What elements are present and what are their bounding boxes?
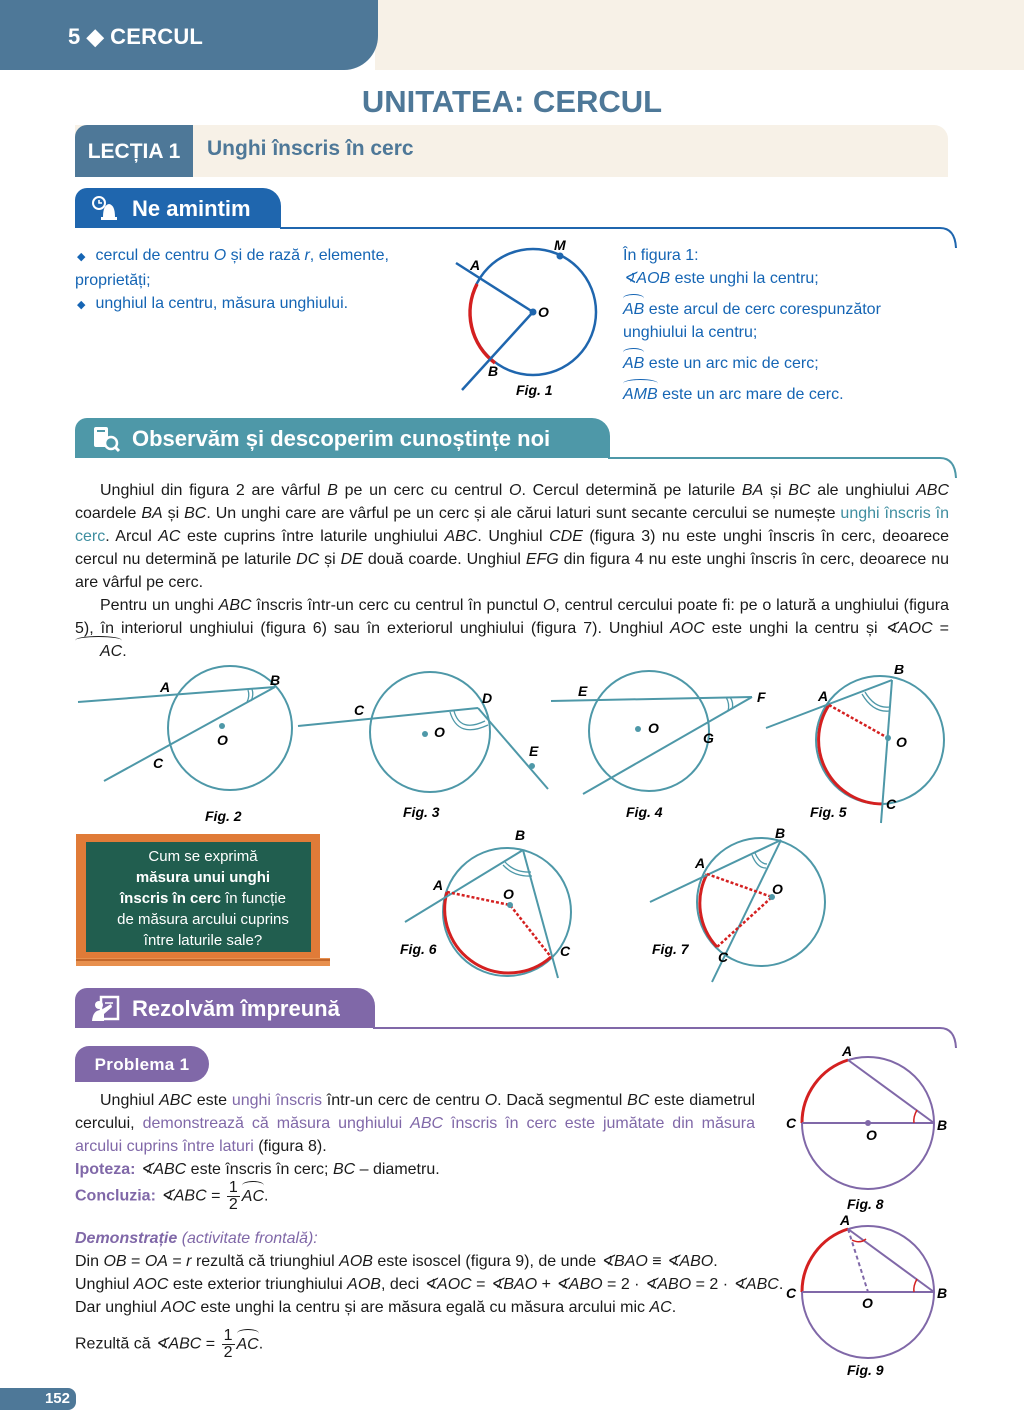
- text-run: .: [713, 1253, 718, 1270]
- text-run: și: [319, 551, 341, 568]
- point-label: C: [153, 755, 164, 771]
- point-label: F: [757, 689, 766, 705]
- text-run: demonstrează că măsura unghiului: [142, 1115, 411, 1132]
- text-run: AOC: [161, 1299, 196, 1316]
- text-run: este unghi la centru și are măsura egală cu măsura arcului mic: [195, 1299, 650, 1316]
- point-label: O: [866, 1127, 877, 1143]
- point-label: G: [703, 730, 714, 746]
- page-number: 152: [0, 1388, 76, 1410]
- text-run: AOB: [339, 1253, 373, 1270]
- text-run: din figura 4 nu este unghi înscris în cerc, deoarece nu are vârful pe cerc.: [75, 551, 950, 591]
- point-label: O: [434, 724, 445, 740]
- text-run: este isoscel (figura 9), de unde: [372, 1253, 601, 1270]
- text-run: BC: [184, 505, 207, 522]
- text-run: unghi înscris: [231, 1092, 322, 1109]
- text-run: AC: [649, 1299, 672, 1316]
- note-line: AMB este un arc mare de cerc.: [623, 383, 943, 406]
- text-run: . Dacă segmentul: [497, 1092, 628, 1109]
- text-run: este: [191, 1092, 232, 1109]
- text-run: este exterior triunghiului: [168, 1276, 348, 1293]
- text-run: OB: [103, 1253, 127, 1270]
- text-run: ∢ABC: [732, 1276, 779, 1293]
- point-label: M: [554, 237, 566, 253]
- unit-title: UNITATEA: CERCUL: [361, 84, 663, 119]
- text-run: BC: [788, 482, 811, 499]
- text-run: . Arcul: [105, 528, 159, 545]
- text-run: = 2 ·: [602, 1276, 644, 1293]
- text-run: rezultă că triunghiul: [191, 1253, 340, 1270]
- text-run: O: [509, 482, 522, 499]
- point-label: B: [488, 363, 499, 379]
- text-run: =: [932, 620, 950, 637]
- text-run: r: [186, 1253, 192, 1270]
- header-background: [375, 0, 1024, 70]
- point-label: C: [786, 1285, 797, 1301]
- figure-6: [400, 827, 571, 978]
- point-label: O: [896, 734, 907, 750]
- point-label: O: [503, 886, 514, 902]
- point-label: A: [842, 1043, 853, 1059]
- text-run: două coarde. Unghiul: [362, 551, 526, 568]
- text-run: ABC: [410, 1115, 444, 1132]
- lesson-bar: [75, 125, 948, 177]
- recall-heading: Ne amintim: [132, 196, 251, 221]
- point-label: O: [648, 720, 659, 736]
- text-run: .: [778, 1276, 784, 1293]
- teacher-board-icon: [91, 995, 121, 1023]
- point-label: A: [818, 688, 829, 704]
- text-run: AC: [158, 528, 181, 545]
- text-run: ABC: [218, 597, 252, 614]
- problem-tag: Problema 1: [75, 1046, 209, 1082]
- text-run: , centrul cercului poate fi: pe o latură a unghiului (figura 5), în interiorul unghiului (figura 6) sau în exteriorul unghiului (figura 7). Unghiul: [75, 597, 949, 637]
- text-run: ale unghiului: [810, 482, 917, 499]
- recall-notes: [623, 244, 943, 406]
- figure-9: [786, 1212, 947, 1378]
- text-run: (figura 3) nu este unghi înscris în cerc, deoarece cercul nu determină pe laturile: [75, 528, 950, 568]
- text-run: Unghiul din figura 2 are vârful: [100, 482, 328, 499]
- text-run: OA: [144, 1253, 168, 1270]
- book-search-icon: [91, 425, 121, 453]
- text-run: .: [671, 1299, 677, 1316]
- chalkboard-question: Cum se exprimă măsura unui unghi înscris în cerc în funcție de măsura arcului cuprins între laturile sale?: [117, 848, 289, 949]
- point-label: A: [160, 679, 171, 695]
- hypothesis: Ipoteza: ∢ABC este înscris în cerc; BC – diametru.: [75, 1161, 440, 1178]
- demonstration-line: [75, 1250, 785, 1273]
- text-run: este diametrul cercului,: [75, 1092, 756, 1132]
- figure-3: [298, 672, 548, 820]
- text-run: =: [126, 1253, 145, 1270]
- observe-heading: Observăm și descoperim cunoștințe noi: [132, 426, 551, 451]
- text-run: (figura 8).: [253, 1138, 327, 1155]
- point-label: C: [786, 1115, 797, 1131]
- text-run: O: [542, 597, 556, 614]
- point-label: B: [937, 1117, 948, 1133]
- point-label: E: [578, 683, 588, 699]
- lesson-title: Unghi înscris în cerc: [207, 137, 414, 160]
- figure-7: [650, 825, 825, 982]
- figure-8: [786, 1043, 947, 1212]
- figures-row-2: [395, 822, 845, 984]
- figure-caption: Fig. 8: [847, 1196, 884, 1212]
- lesson-tag: LECȚIA 1: [75, 125, 193, 177]
- bell-clock-icon: [91, 195, 119, 223]
- text-run: BC: [627, 1092, 650, 1109]
- figure-caption: Fig. 7: [652, 941, 689, 957]
- text-run: ∢ABO: [643, 1276, 692, 1293]
- note-line: AB este arcul de cerc corespunzător: [623, 298, 943, 321]
- text-run: .: [122, 643, 127, 660]
- text-run: BA: [141, 505, 163, 522]
- text-run: O: [484, 1092, 498, 1109]
- demonstration-body: [75, 1250, 785, 1319]
- text-run: ABC: [159, 1092, 192, 1109]
- text-run: +: [537, 1276, 556, 1293]
- figure-caption: Fig. 1: [516, 382, 553, 398]
- conclusion: Concluzia: ∢ABC = $\frac{1}{2}$ AC.: [75, 1179, 269, 1213]
- figure-caption: Fig. 6: [400, 941, 437, 957]
- text-run: Unghiul: [75, 1276, 134, 1293]
- point-label: B: [775, 825, 786, 841]
- text-run: pe un cerc cu centrul: [337, 482, 509, 499]
- point-label: A: [840, 1212, 851, 1228]
- point-label: B: [894, 665, 905, 677]
- note-line: ∢AOB este unghi la centru;: [623, 270, 819, 287]
- text-run: înscris în cerc este jumătate din măsura arcului cuprins între laturi: [75, 1115, 755, 1155]
- figure-caption: Fig. 5: [810, 804, 847, 820]
- text-run: Din: [75, 1253, 104, 1270]
- figure-caption: Fig. 4: [626, 804, 663, 820]
- text-run: DE: [340, 551, 363, 568]
- point-label: A: [433, 877, 444, 893]
- point-label: O: [217, 732, 228, 748]
- text-run: și: [162, 505, 185, 522]
- text-run: ABC: [916, 482, 950, 499]
- recall-section-tab: [75, 188, 281, 228]
- text-run: într-un cerc de centru: [321, 1092, 485, 1109]
- point-label: C: [354, 702, 365, 718]
- point-label: B: [270, 672, 281, 688]
- text-run: Dar unghiul: [75, 1299, 162, 1316]
- point-label: B: [515, 827, 526, 843]
- observe-divider: [608, 454, 960, 480]
- solve-heading: Rezolvăm împreună: [132, 996, 340, 1021]
- text-run: este cuprins între laturile unghiului: [180, 528, 445, 545]
- text-run: EFG: [525, 551, 559, 568]
- recall-list: [75, 244, 435, 317]
- text-run: unghi înscris în cerc: [75, 505, 950, 545]
- demonstration-heading: Demonstrație (activitate frontală):: [75, 1230, 318, 1247]
- recall-bullet: ◆ unghiul la centru, măsura unghiului.: [77, 295, 349, 312]
- demonstration-line: [75, 1273, 785, 1296]
- recall-bullet: ◆ cercul de centru O și de rază r, elemente, proprietăți;: [75, 247, 389, 289]
- figure-caption: Fig. 9: [847, 1362, 884, 1378]
- text-run: ∢ABO: [555, 1276, 603, 1293]
- figures-8-9: [780, 1040, 960, 1385]
- text-run: =: [471, 1276, 490, 1293]
- point-label: D: [482, 690, 493, 706]
- result-line: Rezultă că ∢ABC = $\frac{1}{2}$ AC.: [75, 1327, 264, 1361]
- text-run: Unghiul: [100, 1092, 160, 1109]
- text-run: este unghi la centru și: [704, 620, 885, 637]
- figure-5: [766, 665, 944, 823]
- problem-statement: [75, 1089, 755, 1158]
- text-run: =: [167, 1253, 187, 1270]
- point-label: O: [538, 304, 549, 320]
- observe-paragraph-1: [75, 479, 949, 594]
- point-label: E: [529, 743, 539, 759]
- point-label: C: [886, 796, 897, 812]
- solve-section-tab: [75, 988, 375, 1028]
- point-label: O: [862, 1295, 873, 1311]
- text-run: . Cercul determină pe laturile: [521, 482, 742, 499]
- figure-caption: Fig. 3: [403, 804, 440, 820]
- text-run: ∢BAO: [489, 1276, 538, 1293]
- figure-4: [551, 671, 766, 820]
- text-run: B: [327, 482, 338, 499]
- chapter-label: 5 ◆ CERCUL: [68, 24, 204, 49]
- point-label: C: [560, 943, 571, 959]
- note-line: În figura 1:: [623, 247, 699, 264]
- figures-row-1: [70, 665, 970, 830]
- text-run: Pentru un unghi: [100, 597, 219, 614]
- text-run: . Unghiul: [477, 528, 550, 545]
- note-line: AB este un arc mic de cerc;: [623, 352, 943, 375]
- text-run: înscris într-un cerc cu centrul în punctul: [251, 597, 543, 614]
- text-run: și: [763, 482, 789, 499]
- demonstration-line: [75, 1296, 785, 1319]
- figure-caption: Fig. 2: [205, 808, 242, 824]
- text-run: AOC: [670, 620, 705, 637]
- text-run: . Un unghi care are vârful pe un cerc și ale cărui laturi sunt secante cercului se numește: [206, 505, 841, 522]
- point-label: O: [772, 881, 783, 897]
- text-run: coardele: [75, 505, 142, 522]
- figure-1: [440, 236, 610, 406]
- text-run: AC: [75, 640, 122, 663]
- observe-section-tab: [75, 418, 610, 458]
- point-label: B: [937, 1285, 948, 1301]
- text-run: ∢AOC: [884, 620, 933, 637]
- point-label: A: [470, 257, 481, 273]
- point-label: A: [695, 855, 706, 871]
- text-run: AOB: [347, 1276, 381, 1293]
- text-run: DC: [296, 551, 320, 568]
- note-line: unghiului la centru;: [623, 324, 758, 341]
- text-run: , deci: [380, 1276, 424, 1293]
- text-run: ∢AOC: [423, 1276, 472, 1293]
- text-run: CDE: [549, 528, 583, 545]
- observe-paragraph-2: [75, 594, 949, 663]
- text-run: BA: [741, 482, 764, 499]
- text-run: ABC: [444, 528, 478, 545]
- text-run: ∢BAO ≡ ∢ABO: [600, 1253, 714, 1270]
- figure-2: [78, 666, 292, 824]
- text-run: AOC: [133, 1276, 169, 1293]
- point-label: C: [718, 949, 729, 965]
- text-run: = 2 ·: [691, 1276, 733, 1293]
